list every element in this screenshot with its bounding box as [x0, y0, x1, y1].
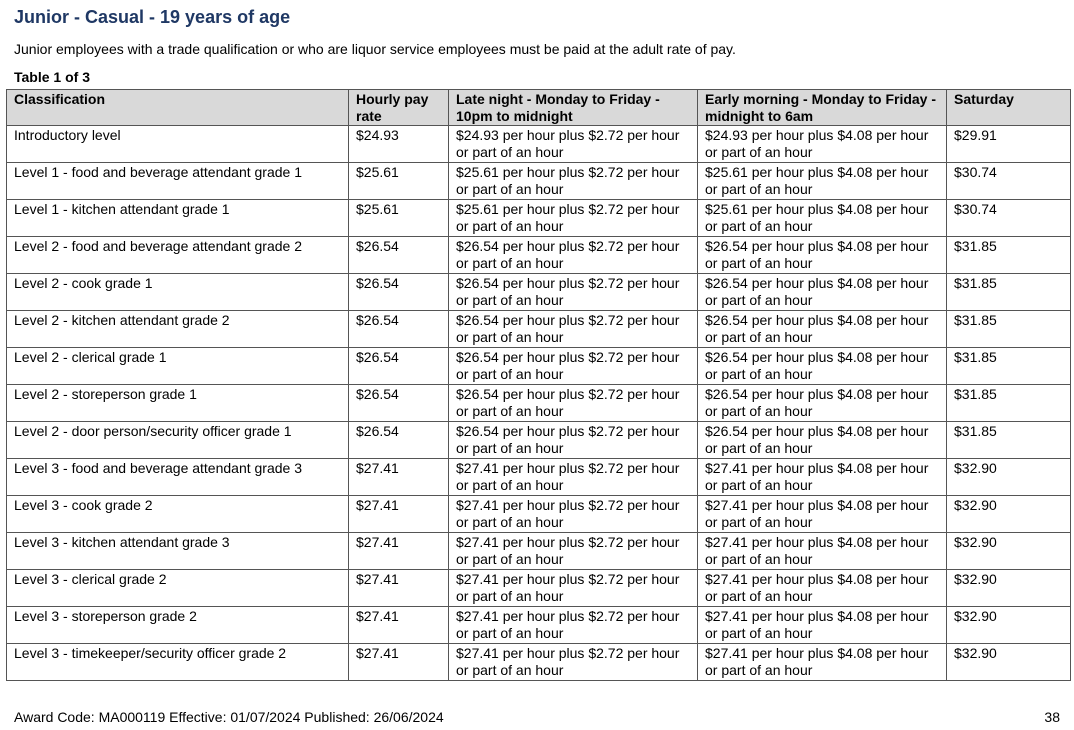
classification-cell: Level 3 - clerical grade 2 — [7, 570, 349, 607]
table-row — [7, 607, 1071, 644]
table-row — [7, 163, 1071, 200]
classification-cell: Level 1 - kitchen attendant grade 1 — [7, 200, 349, 237]
saturday-cell: $31.85 — [947, 237, 1071, 274]
hourly-rate-cell: $27.41 — [349, 570, 449, 607]
table-row — [7, 533, 1071, 570]
classification-cell: Level 2 - storeperson grade 1 — [7, 385, 349, 422]
saturday-cell: $31.85 — [947, 348, 1071, 385]
early-morning-cell: $26.54 per hour plus $4.08 per hour or part of an hour — [698, 274, 947, 311]
table-header-row — [7, 90, 1071, 126]
table-row — [7, 459, 1071, 496]
saturday-cell: $30.74 — [947, 200, 1071, 237]
classification-cell: Level 3 - cook grade 2 — [7, 496, 349, 533]
early-morning-cell: $25.61 per hour plus $4.08 per hour or part of an hour — [698, 200, 947, 237]
hourly-rate-cell: $26.54 — [349, 348, 449, 385]
late-night-cell: $24.93 per hour plus $2.72 per hour or part of an hour — [449, 126, 698, 163]
late-night-cell: $26.54 per hour plus $2.72 per hour or part of an hour — [449, 274, 698, 311]
saturday-cell: $29.91 — [947, 126, 1071, 163]
hourly-rate-cell: $26.54 — [349, 422, 449, 459]
saturday-cell: $31.85 — [947, 311, 1071, 348]
hourly-rate-cell: $27.41 — [349, 496, 449, 533]
hourly-rate-cell: $26.54 — [349, 237, 449, 274]
early-morning-cell: $24.93 per hour plus $4.08 per hour or part of an hour — [698, 126, 947, 163]
table-row — [7, 311, 1071, 348]
column-header-classification: Classification — [7, 90, 349, 126]
table-label: Table 1 of 3 — [14, 69, 90, 85]
column-header-hourly-pay-rate: Hourly pay rate — [349, 90, 449, 126]
late-night-cell: $27.41 per hour plus $2.72 per hour or part of an hour — [449, 459, 698, 496]
table-row — [7, 570, 1071, 607]
classification-cell: Level 3 - food and beverage attendant grade 3 — [7, 459, 349, 496]
column-header-early-morning: Early morning - Monday to Friday - midnight to 6am — [698, 90, 947, 126]
late-night-cell: $27.41 per hour plus $2.72 per hour or part of an hour — [449, 496, 698, 533]
classification-cell: Level 2 - door person/security officer grade 1 — [7, 422, 349, 459]
classification-cell: Level 2 - food and beverage attendant grade 2 — [7, 237, 349, 274]
table-row — [7, 644, 1071, 681]
late-night-cell: $27.41 per hour plus $2.72 per hour or part of an hour — [449, 570, 698, 607]
early-morning-cell: $26.54 per hour plus $4.08 per hour or part of an hour — [698, 237, 947, 274]
table-row — [7, 237, 1071, 274]
saturday-cell: $32.90 — [947, 496, 1071, 533]
pay-rates-table — [6, 89, 1071, 681]
saturday-cell: $31.85 — [947, 385, 1071, 422]
classification-cell: Level 2 - cook grade 1 — [7, 274, 349, 311]
table-row — [7, 274, 1071, 311]
late-night-cell: $25.61 per hour plus $2.72 per hour or part of an hour — [449, 163, 698, 200]
early-morning-cell: $27.41 per hour plus $4.08 per hour or part of an hour — [698, 607, 947, 644]
late-night-cell: $26.54 per hour plus $2.72 per hour or part of an hour — [449, 348, 698, 385]
late-night-cell: $26.54 per hour plus $2.72 per hour or part of an hour — [449, 237, 698, 274]
classification-cell: Level 2 - clerical grade 1 — [7, 348, 349, 385]
early-morning-cell: $27.41 per hour plus $4.08 per hour or part of an hour — [698, 570, 947, 607]
page-number: 38 — [1044, 709, 1060, 725]
hourly-rate-cell: $25.61 — [349, 163, 449, 200]
saturday-cell: $31.85 — [947, 274, 1071, 311]
hourly-rate-cell: $27.41 — [349, 644, 449, 681]
hourly-rate-cell: $27.41 — [349, 533, 449, 570]
hourly-rate-cell: $25.61 — [349, 200, 449, 237]
late-night-cell: $27.41 per hour plus $2.72 per hour or part of an hour — [449, 533, 698, 570]
early-morning-cell: $26.54 per hour plus $4.08 per hour or part of an hour — [698, 422, 947, 459]
late-night-cell: $25.61 per hour plus $2.72 per hour or part of an hour — [449, 200, 698, 237]
early-morning-cell: $27.41 per hour plus $4.08 per hour or part of an hour — [698, 459, 947, 496]
early-morning-cell: $26.54 per hour plus $4.08 per hour or part of an hour — [698, 311, 947, 348]
hourly-rate-cell: $24.93 — [349, 126, 449, 163]
early-morning-cell: $27.41 per hour plus $4.08 per hour or part of an hour — [698, 533, 947, 570]
late-night-cell: $27.41 per hour plus $2.72 per hour or part of an hour — [449, 607, 698, 644]
table-row — [7, 200, 1071, 237]
page-title: Junior - Casual - 19 years of age — [14, 7, 291, 27]
table-body — [7, 126, 1071, 681]
hourly-rate-cell: $26.54 — [349, 311, 449, 348]
late-night-cell: $26.54 per hour plus $2.72 per hour or part of an hour — [449, 422, 698, 459]
column-header-late-night: Late night - Monday to Friday - 10pm to midnight — [449, 90, 698, 126]
footer-award-info: Award Code: MA000119 Effective: 01/07/2024 Published: 26/06/2024 — [14, 709, 444, 725]
table-row — [7, 348, 1071, 385]
late-night-cell: $26.54 per hour plus $2.72 per hour or part of an hour — [449, 311, 698, 348]
saturday-cell: $31.85 — [947, 422, 1071, 459]
classification-cell: Level 3 - storeperson grade 2 — [7, 607, 349, 644]
classification-cell: Level 1 - food and beverage attendant grade 1 — [7, 163, 349, 200]
early-morning-cell: $25.61 per hour plus $4.08 per hour or part of an hour — [698, 163, 947, 200]
classification-cell: Level 3 - timekeeper/security officer grade 2 — [7, 644, 349, 681]
classification-cell: Introductory level — [7, 126, 349, 163]
table-row — [7, 422, 1071, 459]
table-row — [7, 496, 1071, 533]
saturday-cell: $32.90 — [947, 533, 1071, 570]
early-morning-cell: $27.41 per hour plus $4.08 per hour or part of an hour — [698, 496, 947, 533]
classification-cell: Level 3 - kitchen attendant grade 3 — [7, 533, 349, 570]
classification-cell: Level 2 - kitchen attendant grade 2 — [7, 311, 349, 348]
saturday-cell: $32.90 — [947, 607, 1071, 644]
late-night-cell: $26.54 per hour plus $2.72 per hour or part of an hour — [449, 385, 698, 422]
hourly-rate-cell: $27.41 — [349, 459, 449, 496]
intro-paragraph: Junior employees with a trade qualification or who are liquor service employees must be paid at the adult rate of pay. — [14, 41, 736, 57]
hourly-rate-cell: $27.41 — [349, 607, 449, 644]
saturday-cell: $32.90 — [947, 644, 1071, 681]
saturday-cell: $32.90 — [947, 459, 1071, 496]
table-row — [7, 126, 1071, 163]
column-header-saturday: Saturday — [947, 90, 1071, 126]
saturday-cell: $32.90 — [947, 570, 1071, 607]
saturday-cell: $30.74 — [947, 163, 1071, 200]
hourly-rate-cell: $26.54 — [349, 385, 449, 422]
table-row — [7, 385, 1071, 422]
hourly-rate-cell: $26.54 — [349, 274, 449, 311]
early-morning-cell: $27.41 per hour plus $4.08 per hour or part of an hour — [698, 644, 947, 681]
early-morning-cell: $26.54 per hour plus $4.08 per hour or part of an hour — [698, 348, 947, 385]
late-night-cell: $27.41 per hour plus $2.72 per hour or part of an hour — [449, 644, 698, 681]
early-morning-cell: $26.54 per hour plus $4.08 per hour or part of an hour — [698, 385, 947, 422]
